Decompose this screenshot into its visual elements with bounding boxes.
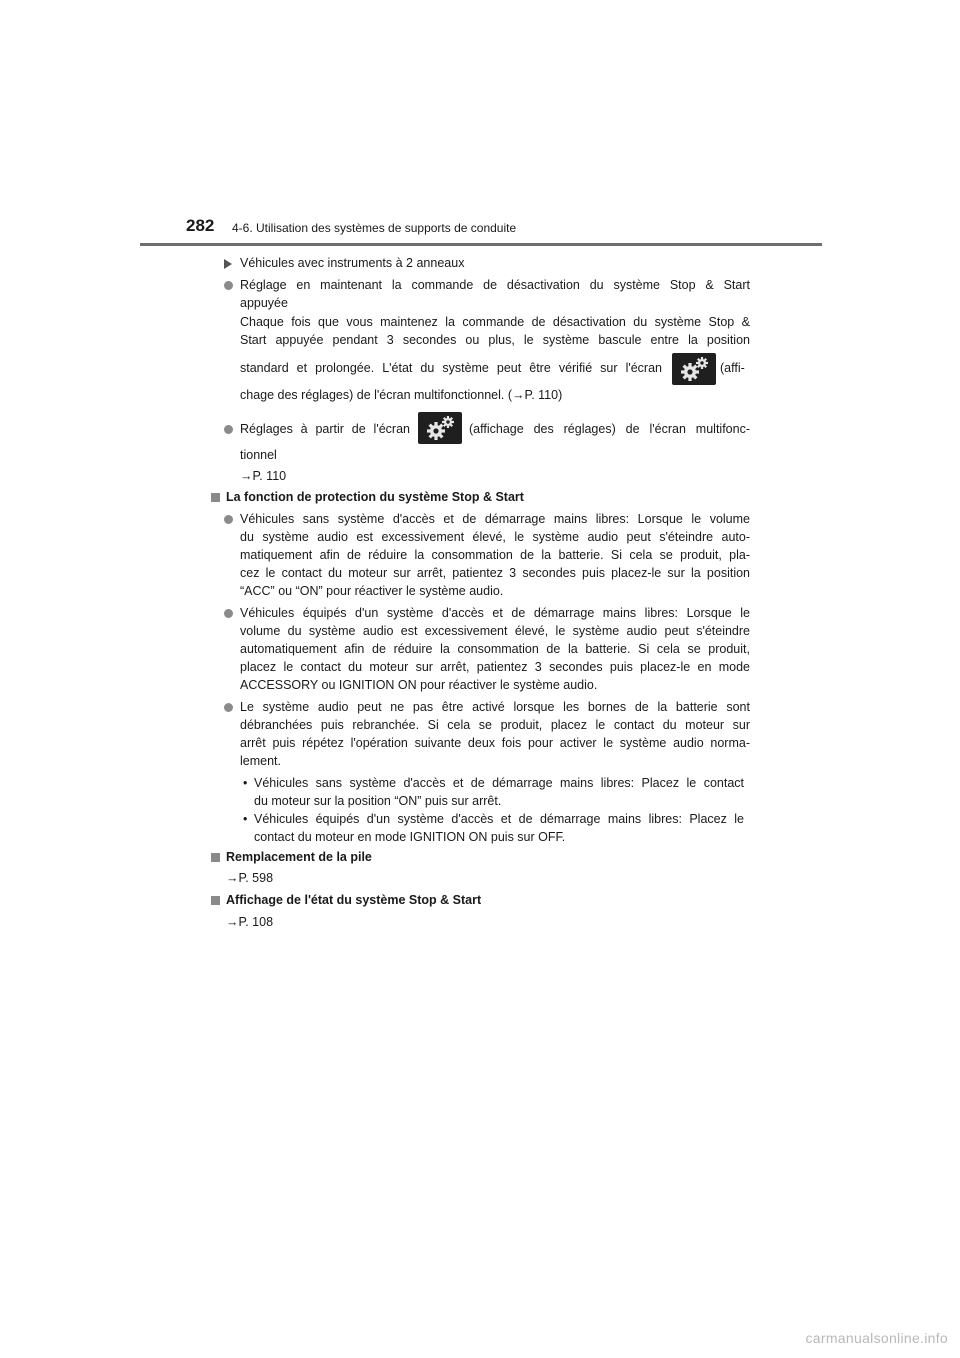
intro-text: Véhicules avec instruments à 2 anneaux [240, 256, 465, 270]
gear-settings-icon [418, 412, 462, 444]
bullet2-line2: tionnel [240, 448, 277, 462]
bullet1-line2: appuyée [240, 296, 288, 310]
paragraph-line: du système audio est excessivement élevé, le système audio peut s'éteindre auto- [240, 530, 750, 544]
paragraph-line: débranchées puis rebranchée. Si cela se produit, placez le contact du moteur sur [240, 718, 750, 732]
circle-bullet-icon [224, 609, 233, 618]
square-bullet-icon [211, 493, 220, 502]
square-bullet-icon [211, 853, 220, 862]
page-reference: →P. 598 [226, 871, 274, 885]
paragraph-line: matiquement afin de réduire la consommation de la batterie. Si cela se produit, pla- [240, 548, 750, 562]
paragraph-line: ACCESSORY ou IGNITION ON pour réactiver le système audio. [240, 678, 598, 692]
section-heading: Affichage de l'état du système Stop & Start [226, 893, 482, 907]
paragraph-line: Le système audio peut ne pas être activé lorsque les bornes de la batterie sont [240, 700, 750, 714]
paragraph-line: Véhicules équipés d'un système d'accès et de démarrage mains libres: Lorsque le [240, 606, 750, 620]
circle-bullet-icon [224, 703, 233, 712]
circle-bullet-icon [224, 515, 233, 524]
paragraph-line: placez le contact du moteur sur arrêt, patientez 3 secondes puis placez-le en mode [240, 660, 750, 674]
bullet2-line1-end: (affichage des réglages) de l'écran multifonc- [469, 422, 750, 436]
paragraph-line: cez le contact du moteur sur arrêt, patientez 3 secondes puis placez-le sur la position [240, 566, 750, 580]
bullet1-line5: standard et prolongée. L'état du système peut être vérifié sur l'écran [240, 361, 662, 375]
section-heading: La fonction de protection du système Stop & Start [226, 490, 524, 504]
paragraph-line: “ACC” ou “ON” pour réactiver le système audio. [240, 584, 504, 598]
triangle-arrow-icon [224, 259, 232, 269]
sub-bullet-dot: • [243, 812, 248, 826]
page-reference: →P. 108 [226, 915, 274, 929]
bullet1-line5-end: (affi- [720, 361, 745, 375]
bullet1-line1: Réglage en maintenant la commande de désactivation du système Stop & Start [240, 278, 750, 292]
bullet2-line1: Réglages à partir de l'écran [240, 422, 410, 436]
header-divider [140, 243, 822, 246]
bullet1-line6: chage des réglages) de l'écran multifonctionnel. (→P. 110) [240, 388, 563, 402]
paragraph-line: arrêt puis répétez l'opération suivante deux fois pour activer le système audio norma- [240, 736, 750, 750]
page-number: 282 [186, 216, 215, 235]
section-title: 4-6. Utilisation des systèmes de supports de conduite [232, 221, 517, 235]
bullet1-line4: Start appuyée pendant 3 secondes ou plus, le système bascule entre la position [240, 333, 750, 347]
gear-settings-icon [672, 353, 716, 385]
sub-bullet-line: Véhicules sans système d'accès et de démarrage mains libres: Placez le contact [254, 776, 744, 790]
watermark-footer: carmanualsonline.info [805, 1330, 948, 1346]
paragraph-line: lement. [240, 754, 281, 768]
sub-bullet-line: du moteur sur la position “ON” puis sur arrêt. [254, 794, 502, 808]
sub-bullet-line: contact du moteur en mode IGNITION ON puis sur OFF. [254, 830, 566, 844]
paragraph-line: volume du système audio est excessivement élevé, le système audio peut s'éteindre [240, 624, 750, 638]
bullet1-line3: Chaque fois que vous maintenez la commande de désactivation du système Stop & [240, 315, 750, 329]
square-bullet-icon [211, 896, 220, 905]
bullet2-ref: →P. 110 [240, 469, 287, 483]
circle-bullet-icon [224, 281, 233, 290]
paragraph-line: Véhicules sans système d'accès et de démarrage mains libres: Lorsque le volume [240, 512, 750, 526]
section-heading: Remplacement de la pile [226, 850, 372, 864]
circle-bullet-icon [224, 425, 233, 434]
sub-bullet-dot: • [243, 776, 248, 790]
paragraph-line: automatiquement afin de réduire la consommation de la batterie. Si cela se produit, [240, 642, 750, 656]
sub-bullet-line: Véhicules équipés d'un système d'accès et de démarrage mains libres: Placez le [254, 812, 744, 826]
